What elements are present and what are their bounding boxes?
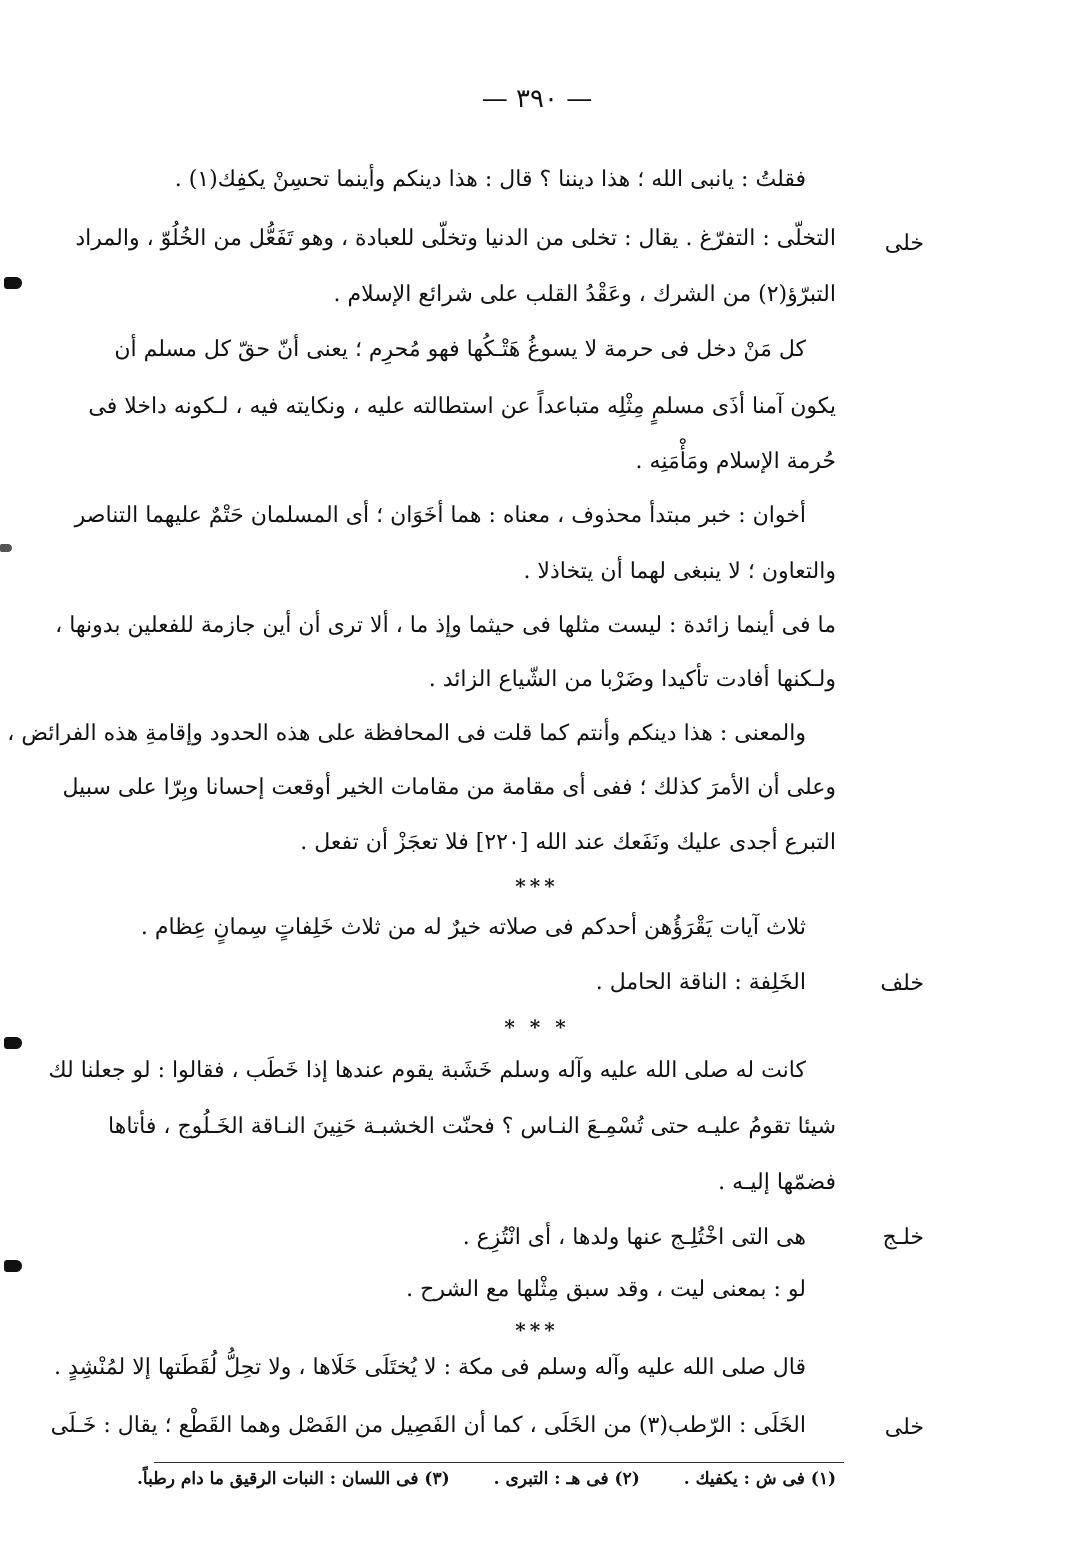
text-line: ما فى أينما زائدة : ليست مثلها فى حيثما وإذ ما ، ألا ترى أن أين جازمة للفعلين بدونها ،: [55, 613, 836, 638]
page-number: — ٣٩٠ —: [481, 84, 593, 114]
footnote-rule: [154, 1462, 844, 1463]
text-line: والمعنى : هذا دينكم وأنتم كما قلت فى المحافظة على هذه الحدود وإقامةِ هذه الفرائض ،: [7, 721, 806, 746]
hadith-line: كانت له صلى الله عليه وآله وسلم خَشَبة يقوم عندها إذا خَطَب ، فقالوا : لو جعلنا لك: [48, 1058, 806, 1083]
hadith-line: ثلاث آيات يَقْرَؤُهن أحدكم فى صلاته خيرٌ له من ثلاث خَلِفاتٍ سِمانٍ عِظام .: [140, 915, 806, 940]
text-line: حُرمة الإسلام ومَأْمَنِه .: [635, 449, 836, 474]
binding-mark: [0, 544, 12, 552]
margin-headword: خلـج: [882, 1225, 924, 1250]
text-line: لو : بمعنى ليت ، وقد سبق مِثْلها مع الشرح .: [406, 1277, 806, 1302]
footnote-3: (٣) فى اللسان : النبات الرقيق ما دام رطباً.: [136, 1469, 450, 1489]
footnote-2: (٢) فى هـ : التبرى .: [493, 1469, 640, 1489]
text-line: التبرّؤ(٢) من الشرك ، وعَقْدُ القلب على شرائع الإسلام .: [333, 282, 836, 307]
binding-mark: [4, 277, 22, 289]
hadith-line: فضمّها إليـه .: [718, 1170, 836, 1195]
text-line: كل مَنْ دخل فى حرمة لا يسوغُ هَتْـكُها فهو مُحرِم ؛ يعنى أنّ حقّ كل مسلم أن: [114, 337, 806, 362]
text-line: يكون آمنا أذَى مسلمٍ مِثْلِه متباعداً عن استطالته عليه ، ونكايته فيه ، لـكونه داخلا فى: [88, 394, 836, 419]
margin-headword: خلى: [884, 231, 924, 256]
text-line: الخَلَى : الرّطب(٣) من الخَلَى ، كما أن الفَصِيل من الفَصْل وهما القَطْع ؛ يقال : خَـلَى: [50, 1413, 806, 1438]
section-separator: ***: [515, 1318, 559, 1342]
hadith-line: قال صلى الله عليه وآله وسلم فى مكة : لا يُختَلَى خَلَاها ، ولا تحِلُّ لُقَطَتها إلا لمُنْشِدٍ .: [54, 1355, 806, 1380]
text-line: فقلتُ : يانبى الله ؛ هذا ديننا ؟ قال : هذا دينكم وأينما تحسِنْ يكفِك(١) .: [174, 167, 806, 192]
text-line: ولـكنها أفادت تأكيدا وضَرْبا من الشّياع الزائد .: [428, 667, 836, 692]
section-separator: ***: [515, 874, 559, 898]
footnotes: [136, 1466, 836, 1492]
text-line: وعلى أن الأمرَ كذلك ؛ ففى أى مقامة من مقامات الخير أوقعت إحسانا وبِرّا على سبيل: [62, 775, 836, 800]
text-line: أخوان : خبر مبتدأ محذوف ، معناه : هما أخَوَان ؛ أى المسلمان حَتْمٌ عليهما التناصر: [74, 503, 806, 528]
hadith-line: شيئا تقومُ عليـه حتى تُسْمِـعَ النـاس ؟ فحنّت الخشبـة حَنِينَ النـاقة الخَـلُوج ، فأتاها: [108, 1114, 836, 1139]
text-line: التخلّى : التفرّغ . يقال : تخلى من الدنيا وتخلّى للعبادة ، وهو تَفَعُّل من الخُلُوّ ، والمراد: [75, 226, 836, 251]
text-line: التبرع أجدى عليك ونَفَعك عند الله [٢٢٠] فلا تعجَزْ أن تفعل .: [300, 830, 836, 855]
text-line: والتعاون ؛ لا ينبغى لهما أن يتخاذلا .: [523, 559, 836, 584]
section-separator: * * *: [504, 1015, 570, 1039]
text-line: هى التى اخْتُلِـج عنها ولدها ، أى انْتُزِع .: [462, 1225, 806, 1250]
text-line: الخَلِفة : الناقة الحامل .: [595, 970, 806, 995]
margin-headword: خلى: [884, 1415, 924, 1440]
binding-mark: [4, 1260, 22, 1272]
margin-headword: خلف: [880, 971, 924, 996]
footnote-1: (١) فى ش : يكفيك .: [683, 1469, 836, 1489]
